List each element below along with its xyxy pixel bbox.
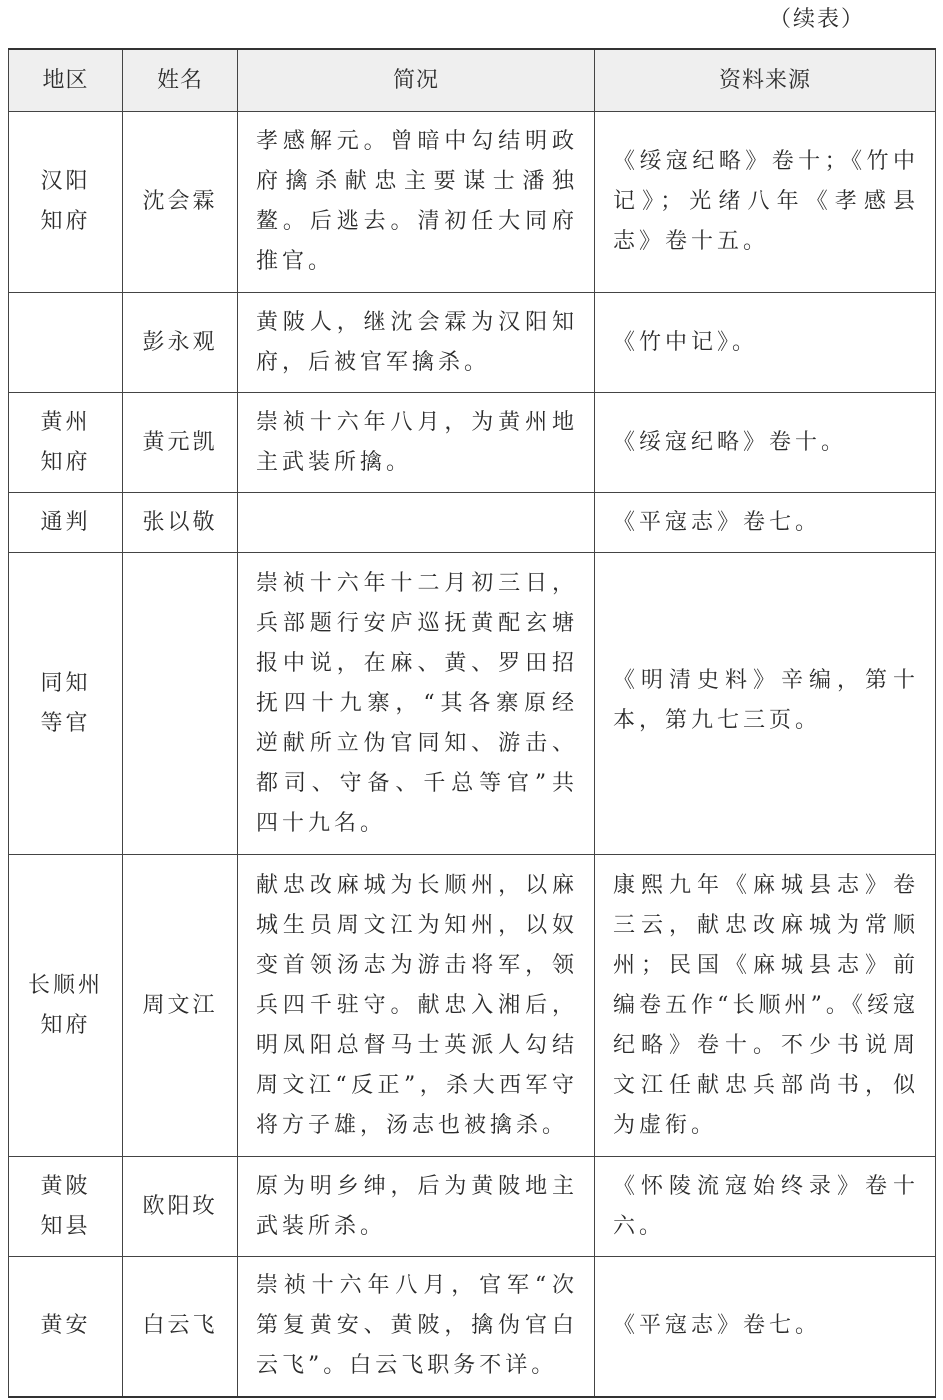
cell-name: 白云飞 [123,1257,238,1397]
cell-source: 《绥寇纪略》卷十。 [595,393,936,493]
table-row [9,855,936,1157]
header-region: 地区 [9,49,123,112]
cell-summary: 崇祯十六年十二月初三日，兵部题行安庐巡抚黄配玄塘报中说，在麻、黄、罗田招抚四十九寨，“其各寨原经逆献所立伪官同知、游击、都司、守备、千总等官”共四十九名。 [238,553,595,855]
cell-name: 彭永观 [123,293,238,393]
officials-table [8,48,936,1398]
continued-caption: （续表） [768,7,865,32]
cell-name: 周文江 [123,855,238,1157]
cell-region: 黄州知府 [9,393,123,493]
table-row [9,1157,936,1257]
cell-region: 黄安 [9,1257,123,1397]
header-source: 资料来源 [595,49,936,112]
header-name: 姓名 [123,49,238,112]
cell-source: 《竹中记》。 [595,293,936,393]
table-row [9,1257,936,1397]
header-summary: 简况 [238,49,595,112]
cell-name: 张以敬 [123,493,238,553]
cell-name: 黄元凯 [123,393,238,493]
cell-source: 《明清史料》辛编，第十本，第九七三页。 [595,553,936,855]
table-row [9,393,936,493]
cell-source: 《平寇志》卷七。 [595,493,936,553]
cell-name: 沈会霖 [123,112,238,293]
cell-summary: 崇祯十六年八月，为黄州地主武装所擒。 [238,393,595,493]
cell-summary: 崇祯十六年八月，官军“次第复黄安、黄陂，擒伪官白云飞”。白云飞职务不详。 [238,1257,595,1397]
cell-summary: 原为明乡绅，后为黄陂地主武装所杀。 [238,1157,595,1257]
cell-region: 黄陂知县 [9,1157,123,1257]
cell-source: 康熙九年《麻城县志》卷三云，献忠改麻城为常顺州；民国《麻城县志》前编卷五作“长顺州”。《绥寇纪略》卷十。不少书说周文江任献忠兵部尚书，似为虚衔。 [595,855,936,1157]
cell-source: 《怀陵流寇始终录》卷十六。 [595,1157,936,1257]
table-row [9,293,936,393]
cell-summary [238,493,595,553]
cell-summary: 黄陂人，继沈会霖为汉阳知府，后被官军擒杀。 [238,293,595,393]
cell-source: 《绥寇纪略》卷十；《竹中记》；光绪八年《孝感县志》卷十五。 [595,112,936,293]
cell-region: 长顺州知府 [9,855,123,1157]
cell-region [9,293,123,393]
cell-region: 通判 [9,493,123,553]
table-row [9,493,936,553]
cell-summary: 献忠改麻城为长顺州，以麻城生员周文江为知州，以奴变首领汤志为游击将军，领兵四千驻守。献忠入湘后，明凤阳总督马士英派人勾结周文江“反正”，杀大西军守将方子雄，汤志也被擒杀。 [238,855,595,1157]
cell-region: 汉阳知府 [9,112,123,293]
cell-name [123,553,238,855]
table-row [9,553,936,855]
cell-name: 欧阳玫 [123,1157,238,1257]
cell-region: 同知等官 [9,553,123,855]
cell-source: 《平寇志》卷七。 [595,1257,936,1397]
table-row [9,112,936,293]
header-row [9,49,936,112]
cell-summary: 孝感解元。曾暗中勾结明政府擒杀献忠主要谋士潘独鳌。后逃去。清初任大同府推官。 [238,112,595,293]
